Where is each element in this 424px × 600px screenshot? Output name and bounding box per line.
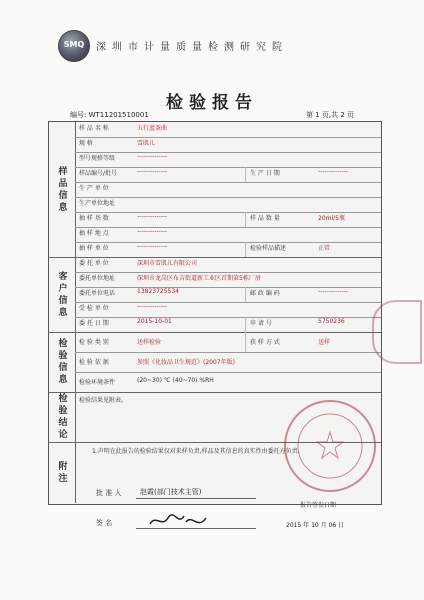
row-client <box>75 257 381 273</box>
row-label: 样 品 名 称 <box>79 125 109 132</box>
column-divider <box>245 167 246 182</box>
row-label: 样品编号/批号 <box>79 170 118 177</box>
row-value: 13823725534 <box>137 288 179 295</box>
row-test-basis <box>75 352 381 373</box>
row-inspected-unit <box>75 302 381 318</box>
row-value: 深圳市雪肌儿有限公司 <box>137 260 198 267</box>
conclusion-text: 检验结果见附表。 <box>79 397 128 404</box>
institute-logo <box>58 30 90 62</box>
column-divider <box>245 332 246 352</box>
row-label: 检 验 依 据 <box>79 359 109 366</box>
row-label-2: 申 请 号 <box>250 320 272 327</box>
row-producer-address <box>75 197 381 213</box>
row-label: 检 验 类 别 <box>79 339 109 346</box>
row-sample-name <box>75 122 381 138</box>
row-value: (20~30) ℃ (40~70) %RH <box>137 377 214 384</box>
row-client-address <box>75 272 381 288</box>
row-value-2: 正常 <box>318 245 331 252</box>
row-model-grade <box>75 152 381 168</box>
row-sampling-place <box>75 227 381 243</box>
row-client-phone <box>75 287 381 303</box>
row-sample-batch <box>75 167 381 183</box>
row-value: 雪肌儿 <box>137 140 156 147</box>
row-value-2: 20ml/5瓶 <box>318 215 345 222</box>
report-number-value: WT11201510001 <box>88 111 149 119</box>
row-label-2: 检验样品描述 <box>250 245 287 252</box>
sign-date-value: 2015 年 10 月 06 日 <box>286 522 345 529</box>
row-label: 抽 样 地 点 <box>79 230 109 237</box>
report-title: 检验报告 <box>166 93 258 113</box>
row-label-2: 获 样 方 式 <box>250 339 280 346</box>
row-value: -------------- <box>137 243 168 250</box>
column-divider <box>245 242 246 257</box>
row-value: -------------- <box>137 303 168 310</box>
row-value-2: -------------- <box>318 288 349 295</box>
row-label: 委 托 日 期 <box>79 320 109 327</box>
row-value-2: 5750236 <box>318 318 345 325</box>
section-remark: 附注 <box>49 442 76 503</box>
approver-line <box>136 498 256 499</box>
row-spec <box>75 137 381 153</box>
row-label: 委托单位电话 <box>79 290 116 297</box>
column-divider <box>245 287 246 302</box>
column-divider <box>245 212 246 227</box>
row-label: 规 格 <box>79 140 93 147</box>
row-value: -------------- <box>137 153 168 160</box>
section-sample: 样品信息 <box>49 122 76 258</box>
row-label: 型号规格等级 <box>79 155 116 162</box>
row-sampling-unit <box>75 242 381 258</box>
row-label: 生产单位地址 <box>79 200 116 207</box>
row-value: 五行蓝茶曲 <box>137 125 168 132</box>
row-commission-date <box>75 317 381 333</box>
side-seal <box>372 300 422 364</box>
section-conclusion: 检验结论 <box>49 392 76 443</box>
row-environment <box>75 372 381 393</box>
handwritten-signature-icon <box>146 510 216 532</box>
row-value: 深圳市龙岗区布吉街道新工业区首期第5栋厂房 <box>137 275 261 282</box>
row-value: 2015-10-01 <box>137 318 172 325</box>
organization-name: 深圳市计量质量检测研究院 <box>96 42 288 53</box>
sign-date-label: 报告签发日期 <box>300 502 337 509</box>
section-test: 检验信息 <box>49 332 76 393</box>
row-label: 生 产 单 位 <box>79 185 109 192</box>
page-info: 第 1 页,共 2 页 <box>305 111 354 119</box>
row-sampling-base <box>75 212 381 228</box>
row-label: 委托单位地址 <box>79 275 116 282</box>
seal-star-icon <box>286 402 374 490</box>
signature-area <box>86 480 396 540</box>
row-value: -------------- <box>137 228 168 235</box>
report-number-label: 编号: <box>70 111 87 119</box>
row-label: 抽 样 单 位 <box>79 245 109 252</box>
row-value: -------------- <box>137 213 168 220</box>
row-value: 参照《化妆品卫生规范》(2007年版) <box>137 359 235 366</box>
report-header <box>58 30 378 64</box>
row-producer <box>75 182 381 198</box>
approver-label: 批 准 人 <box>96 489 122 497</box>
approver-value: 赵霞(部门技术主管) <box>140 488 202 496</box>
sign-label: 签 名 <box>96 519 113 527</box>
row-value-2: -------------- <box>318 168 349 175</box>
row-label-2: 生 产 日 期 <box>250 170 280 177</box>
row-value: 送样检验 <box>137 339 162 346</box>
row-label-2: 邮 政 编 码 <box>250 290 280 297</box>
official-seal <box>284 400 376 492</box>
row-value-2: 送样 <box>318 339 331 346</box>
remark-text: 1.声明在此报告的检验结果仅对来样负责,样品及其信息的真实性由委托方负责。 <box>92 448 304 455</box>
row-value: -------------- <box>137 168 168 175</box>
report-number <box>70 110 149 120</box>
column-divider <box>245 317 246 332</box>
section-client: 客户信息 <box>49 257 76 333</box>
row-label: 检验环境条件 <box>79 379 116 386</box>
row-test-category <box>75 332 381 353</box>
logo-text: SMQ <box>63 40 85 49</box>
row-label-2: 样 品 数 量 <box>250 215 280 222</box>
row-label: 受 检 单 位 <box>79 305 109 312</box>
row-label: 抽 样 基 数 <box>79 215 109 222</box>
row-label: 委 托 单 位 <box>79 260 109 267</box>
